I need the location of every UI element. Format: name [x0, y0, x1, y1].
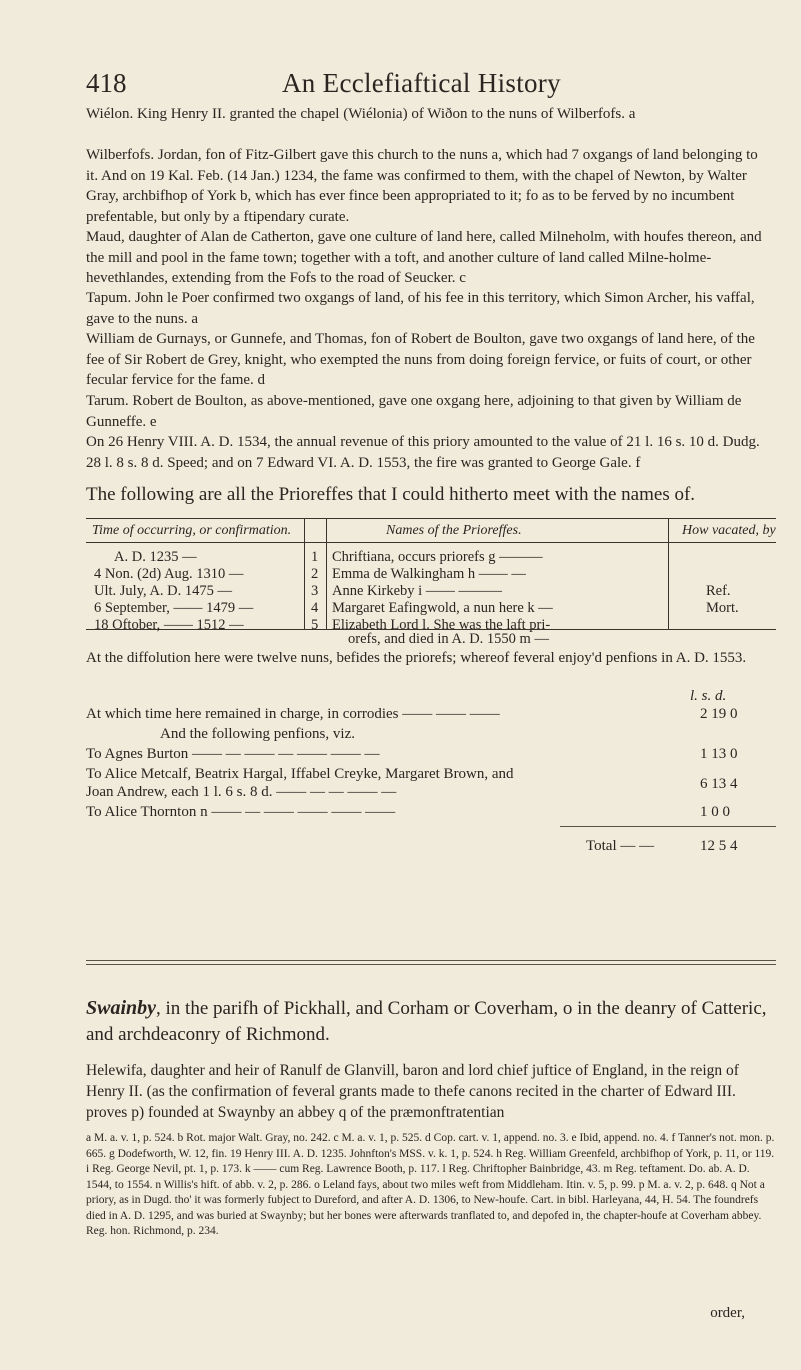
swainby-heading [86, 995, 776, 1048]
row-date: 18 Oftober, —— 1512 — [94, 617, 244, 633]
row-date: Ult. July, A. D. 1475 — [94, 583, 233, 599]
row-number: 1 [311, 549, 319, 565]
row-vacated: Mort. [706, 600, 739, 616]
charge-value: 2 19 0 [700, 706, 738, 722]
row-name: Emma de Walkingham h —— — [332, 566, 526, 582]
entry-maud: Maud, daughter of Alan de Catherton, gave one culture of land here, called Milneholm, with houfes thereon, and the mill and pool in the fame town; together with a toft, and another culture of land called Milne-holme-hevethlandes, extending from the Fofs to the road of Seucker. c [86, 229, 762, 286]
page-number: 418 [86, 68, 127, 98]
entry-gurnays: William de Gurnays, or Gunnefe, and Thomas, fon of Robert de Boulton, gave two oxgangs of land here, of the fee of Sir Robert de Grey, knight, who exempted the nuns from doing foreign fervice, or fuits of court, or other fecular fervice for the fame. d [86, 331, 755, 388]
entry-revenue: On 26 Henry VIII. A. D. 1534, the annual revenue of this priory amounted to the value of 21 l. 16 s. 10 d. Dudg. 28 l. 8 s. 8 d. Speed; and on 7 Edward VI. A. D. 1553, the fire was granted to George Gale. f [86, 434, 760, 471]
prioresses-intro: The following are all the Prioreffes that I could hitherto meet with the names of. [86, 484, 696, 505]
following-line: And the following penfions, viz. [160, 726, 355, 742]
catchword: order, [710, 1305, 745, 1321]
charge-line: At which time here remained in charge, in corrodies —— —— —— [86, 706, 500, 722]
row-date: A. D. 1235 — [114, 549, 197, 565]
header-time: Time of occurring, or confirmation. [92, 523, 292, 538]
swainby-text: , in the parifh of Pickhall, and Corham or Coverham, o in the deanry of Catteric, and archdeaconry of Richmond. [86, 998, 767, 1045]
burton-value: 1 13 0 [700, 746, 738, 762]
entry-wiclon: Wiélon. King Henry II. granted the chapel (Wiélonia) of Wiðon to the nuns of Wilberfofs. a [86, 106, 636, 122]
row-number: 3 [311, 583, 319, 599]
dissolution-text: At the diffolution here were twelve nuns, befides the priorefs; whereof feveral enjoy'd penfions in A. D. 1553. [86, 650, 747, 666]
burton-line: To Agnes Burton —— — —— — —— —— — [86, 746, 380, 762]
prioresses-table [86, 518, 776, 647]
row-name: Anne Kirkeby i —— ——— [332, 583, 502, 599]
row-number: 4 [311, 600, 319, 616]
row-name: Margaret Eafingwold, a nun here k — [332, 600, 553, 616]
row-vacated: Ref. [706, 583, 731, 599]
entry-tapum: Tapum. John le Poer confirmed two oxgangs of land, of his fee in this territory, which Simon Archer, his vaffal, gave to the nuns. a [86, 290, 755, 327]
lsd-header: l. s. d. [690, 688, 727, 704]
helewisa-paragraph: Helewifa, daughter and heir of Ranulf de Glanvill, baron and lord chief juftice of England, in the reign of Henry II. (as the confirmation of feveral grants made to thefe canons recited in the charter of Edward III. proves p) founded at Swaynby an abbey q of the præmonftratentian [86, 1062, 739, 1121]
running-title: An Ecclefiaftical History [282, 68, 561, 98]
total-label: Total — — [586, 838, 655, 854]
row-date: 6 September, —— 1479 — [94, 600, 254, 616]
total-rule [560, 826, 776, 827]
swainby-place: Swainby [86, 997, 157, 1019]
page-header [86, 68, 766, 108]
section-rule [86, 960, 776, 961]
row-number: 2 [311, 566, 319, 582]
row-name: orefs, and died in A. D. 1550 m — [348, 631, 549, 647]
entry-wilberfofs: Wilberfofs. Jordan, fon of Fitz-Gilbert gave this church to the nuns a, which had 7 oxgangs of land belonging to it. And on 19 Kal. Feb. (14 Jan.) 1234, the fame was confirmed to them, with the chapel of Newton, by Walter Gray, archbifhop of York b, which has ever fince been appropriated to it; fo as to be ferved by no incumbent prefentable, but only by a ftipendary curate. [86, 147, 758, 225]
metcalf-line-2: Joan Andrew, each 1 l. 6 s. 8 d. —— — — —— — [86, 784, 397, 800]
row-name: Elizabeth Lord l. She was the laft pri- [332, 617, 551, 633]
metcalf-value: 6 13 4 [700, 776, 738, 792]
metcalf-line: To Alice Metcalf, Beatrix Hargal, Iffabel Creyke, Margaret Brown, and [86, 766, 514, 782]
row-name: Chriftiana, occurs priorefs g ——— [332, 549, 543, 565]
thornton-value: 1 0 0 [700, 804, 730, 820]
footnotes: a M. a. v. 1, p. 524. b Rot. major Walt. Gray, no. 242. c M. a. v. 1, p. 525. d Cop. cart. v. 1, append. no. 3. e Ibid, append. no. 4. f Tanner's not. mon. p. 665. g Dodefworth, W. 12, fin. 19 Henry III. A. D. 1235. Johnfton's MSS. v. k. 1, p. 524. h Reg. William Greenfeld, archbifhop of York, p. 11, or 119. i Reg. George Nevil, pt. 1, p. 173. k —— cum Reg. Lawrence Booth, p. 117. l Reg. Chriftopher Bainbridge, 43. m Reg. teftament. Do. ab. A. D. 1544, to 1554. n Willis's hift. of abb. v. 2, p. 286. o Leland fays, about two miles weft from Middleham. Itin. v. 5, p. 99. p M. a. v. 2, p. 648. q Not a priory, as in Dugd. tho' it was formerly fubject to Dureford, and after A. D. 1306, to New-houfe. Cart. in bibl. Harleyana, 44, H. 54. The foundrefs died in A. D. 1295, and was buried at Swaynby; but her bones were afterwards tranflated to, and depofed in, the chapter-houfe at Coverham abbey. Reg. hon. Richmond, p. 234. [86, 1132, 775, 1237]
row-number: 5 [311, 617, 319, 633]
thornton-line: To Alice Thornton n —— — —— —— —— —— [86, 804, 396, 820]
entry-tarum: Tarum. Robert de Boulton, as above-mentioned, gave one oxgang here, adjoining to that given by William de Gunneffe. e [86, 393, 742, 430]
header-names: Names of the Prioreffes. [386, 523, 522, 538]
header-vacated: How vacated, by [682, 523, 776, 538]
total-value: 12 5 4 [700, 838, 738, 854]
section-rule-2 [86, 964, 776, 965]
row-date: 4 Non. (2d) Aug. 1310 — [94, 566, 244, 582]
